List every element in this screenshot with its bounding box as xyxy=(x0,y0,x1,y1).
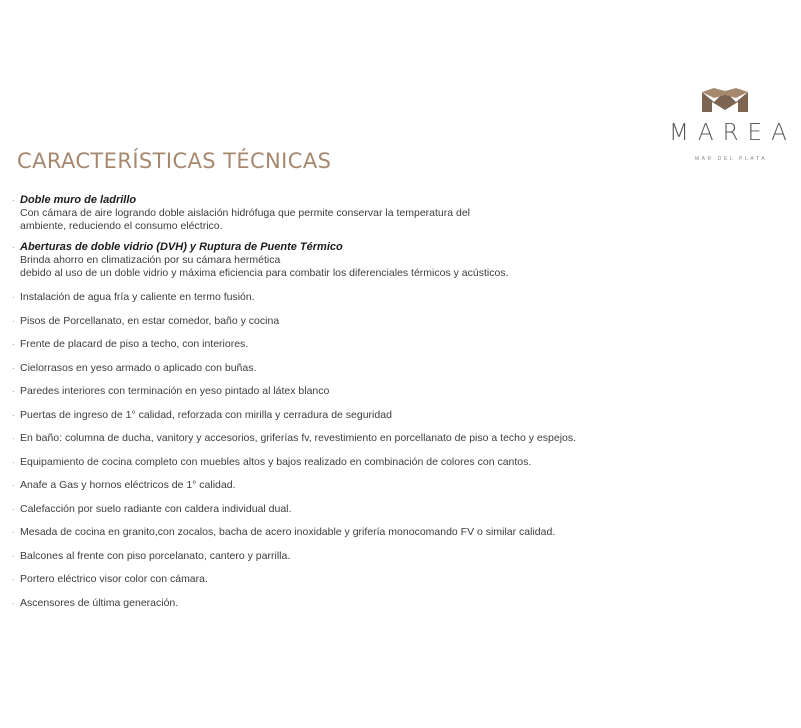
list-item-text: Instalación de agua fría y caliente en termo fusión. xyxy=(20,291,255,303)
list-item-text: Cielorrasos en yeso armado o aplicado con buñas. xyxy=(20,361,257,374)
bullet-icon: · xyxy=(12,387,15,396)
highlight-line: debido al uso de un doble vidrio y máxima eficiencia para combatir los diferenciales térmicos y acústicos. xyxy=(20,266,509,279)
bullet-icon: · xyxy=(12,410,15,420)
page-title: CARACTERÍSTICAS TÉCNICAS xyxy=(17,149,332,173)
bullet-icon: · xyxy=(12,598,15,608)
list-item xyxy=(12,550,772,563)
list-item-text: Frente de placard de piso a techo, con interiores. xyxy=(20,338,249,350)
list-item xyxy=(12,573,772,586)
marea-logo-mark-icon xyxy=(702,88,748,112)
bullet-icon: · xyxy=(12,457,15,467)
bullet-icon: · xyxy=(12,340,15,349)
brand-subtitle: MAR DEL PLATA xyxy=(694,156,768,162)
brand-name: MAREA xyxy=(669,120,796,146)
highlight-line: Con cámara de aire logrando doble aislación hidrófuga que permite conservar la temperatura del xyxy=(20,207,471,219)
list-item xyxy=(12,385,772,398)
highlight-item xyxy=(12,194,772,232)
list-item xyxy=(12,526,772,539)
list-item-text: Calefacción por suelo radiante con caldera individual dual. xyxy=(20,502,292,515)
features-list xyxy=(12,194,772,620)
highlight-title: Doble muro de ladrillo xyxy=(20,194,137,206)
list-item-text: Puertas de ingreso de 1° calidad, reforzada con mirilla y cerradura de seguridad xyxy=(20,408,392,421)
list-item xyxy=(12,315,772,328)
list-item-text: Paredes interiores con terminación en yeso pintado al látex blanco xyxy=(20,385,330,397)
bullet-icon: · xyxy=(12,293,15,302)
bullet-icon: · xyxy=(12,528,15,537)
list-item-text: Mesada de cocina en granito,con zocalos, bacha de acero inoxidable y grifería monocomando FV o similar calidad. xyxy=(20,526,556,538)
bullet-icon: · xyxy=(12,363,15,373)
bullet-icon: · xyxy=(12,434,15,443)
list-item xyxy=(12,597,772,610)
highlight-line: ambiente, reduciendo el consumo eléctrico. xyxy=(20,219,223,232)
list-item xyxy=(12,338,772,351)
bullet-icon: · xyxy=(12,551,15,561)
bullet-icon: · xyxy=(12,575,15,584)
bullet-icon: · xyxy=(12,316,15,326)
list-item-text: Ascensores de última generación. xyxy=(20,596,179,609)
list-item xyxy=(12,503,772,516)
list-item xyxy=(12,362,772,375)
brand-logo xyxy=(660,88,796,162)
bullet-icon: · xyxy=(12,481,15,490)
bullet-icon: · xyxy=(12,243,15,252)
bullet-icon: · xyxy=(12,196,15,205)
list-item-text: Pisos de Porcellanato, en estar comedor, baño y cocina xyxy=(20,314,280,327)
list-item xyxy=(12,432,772,445)
bullet-icon: · xyxy=(12,504,15,514)
highlight-title: Aberturas de doble vidrio (DVH) y Ruptura de Puente Térmico xyxy=(20,241,343,253)
list-item xyxy=(12,409,772,422)
list-item xyxy=(12,479,772,492)
list-item xyxy=(12,456,772,469)
list-item-text: Equipamiento de cocina completo con muebles altos y bajos realizado en combinación de colores con cantos. xyxy=(20,455,532,468)
list-item-text: En baño: columna de ducha, vanitory y accesorios, griferías fv, revestimiento en porcellanato de piso a techo y espejos. xyxy=(20,432,577,444)
list-item-text: Portero eléctrico visor color con cámara. xyxy=(20,573,208,585)
highlight-item xyxy=(12,241,772,279)
list-item-text: Balcones al frente con piso porcelanato, cantero y parrilla. xyxy=(20,549,291,562)
list-item-text: Anafe a Gas y hornos eléctricos de 1° calidad. xyxy=(20,479,236,491)
list-item xyxy=(12,291,772,304)
highlight-line: Brinda ahorro en climatización por su cámara hermética xyxy=(20,254,281,266)
